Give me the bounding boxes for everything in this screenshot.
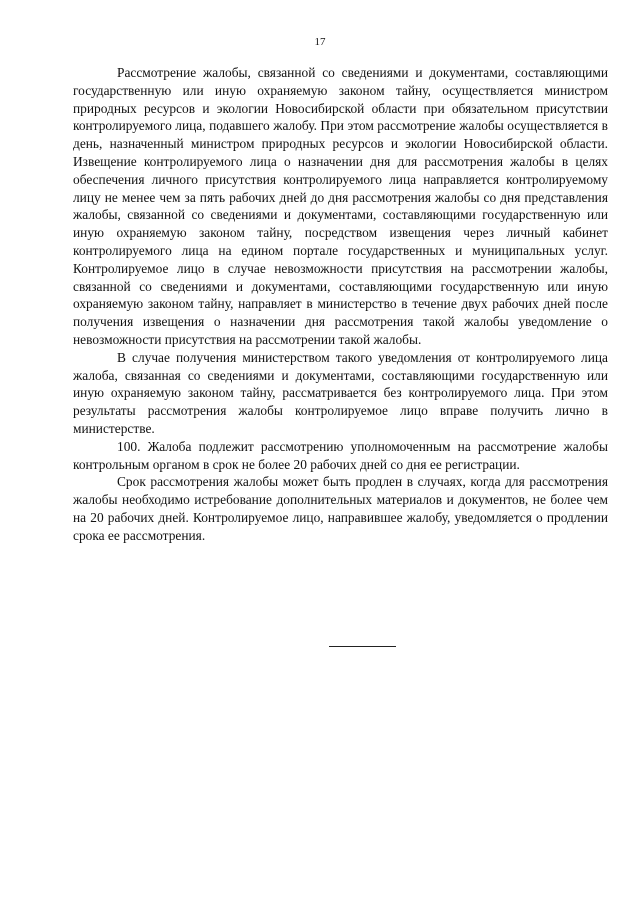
document-body (73, 64, 608, 545)
paragraph-absence-of-party: В случае получения министерством такого уведомления от контролируемого лица жалоба, связанная со сведениями и документами, составляющими государственную или иную охраняемую законом тайну, рассматривается без контролируемого лица. При этом результаты рассмотрения жалобы контролируемое лицо вправе получить лично в министерстве. (73, 349, 608, 436)
page-number: 17 (314, 36, 326, 48)
paragraph-term-extension: Срок рассмотрения жалобы может быть продлен в случаях, когда для рассмотрения жалобы необходимо истребование дополнительных материалов и документов, не более чем на 20 рабочих дней. Контролируемое лицо, направившее жалобу, уведомляется о продлении срока ее рассмотрения. (73, 474, 608, 543)
paragraph-closed-hearing: Рассмотрение жалобы, связанной со сведениями и документами, составляющими государственную или иную охраняемую законом тайну, осуществляется министром природных ресурсов и экологии Новосибирской области при обязательном присутствии контролируемого лица, подавшего жалобу. При этом рассмотрение жалобы осуществляется в день, назначенный министром природных ресурсов и экологии Новосибирской области. Извещение контролируемого лица о назначении дня для рассмотрения жалобы в целях обеспечения личного присутствия контролируемого лица направляется контролируемому лицу не менее чем за пять рабочих дней до дня рассмотрения жалобы со дня представления жалобы, связанной со сведениями и документами, составляющими государственную или иную охраняемую законом тайну, посредством извещения через личный кабинет контролируемого лица на едином портале государственных и муниципальных услуг. Контролируемое лицо в случае невозможности присутствия на рассмотрении жалобы, связанной со сведениями и документами, составляющими государственную или иную охраняемую законом тайну, направляет в министерство в течение двух рабочих дней после получения извещения о назначении дня рассмотрения такой жалобы уведомление о невозможности присутствия на рассмотрении такой жалобы. (73, 65, 608, 347)
paragraph-item-100: 100. Жалоба подлежит рассмотрению уполномоченным на рассмотрение жалобы контрольным органом в срок не более 20 рабочих дней со дня ее регистрации. (73, 438, 608, 472)
end-of-text-rule (329, 646, 396, 647)
